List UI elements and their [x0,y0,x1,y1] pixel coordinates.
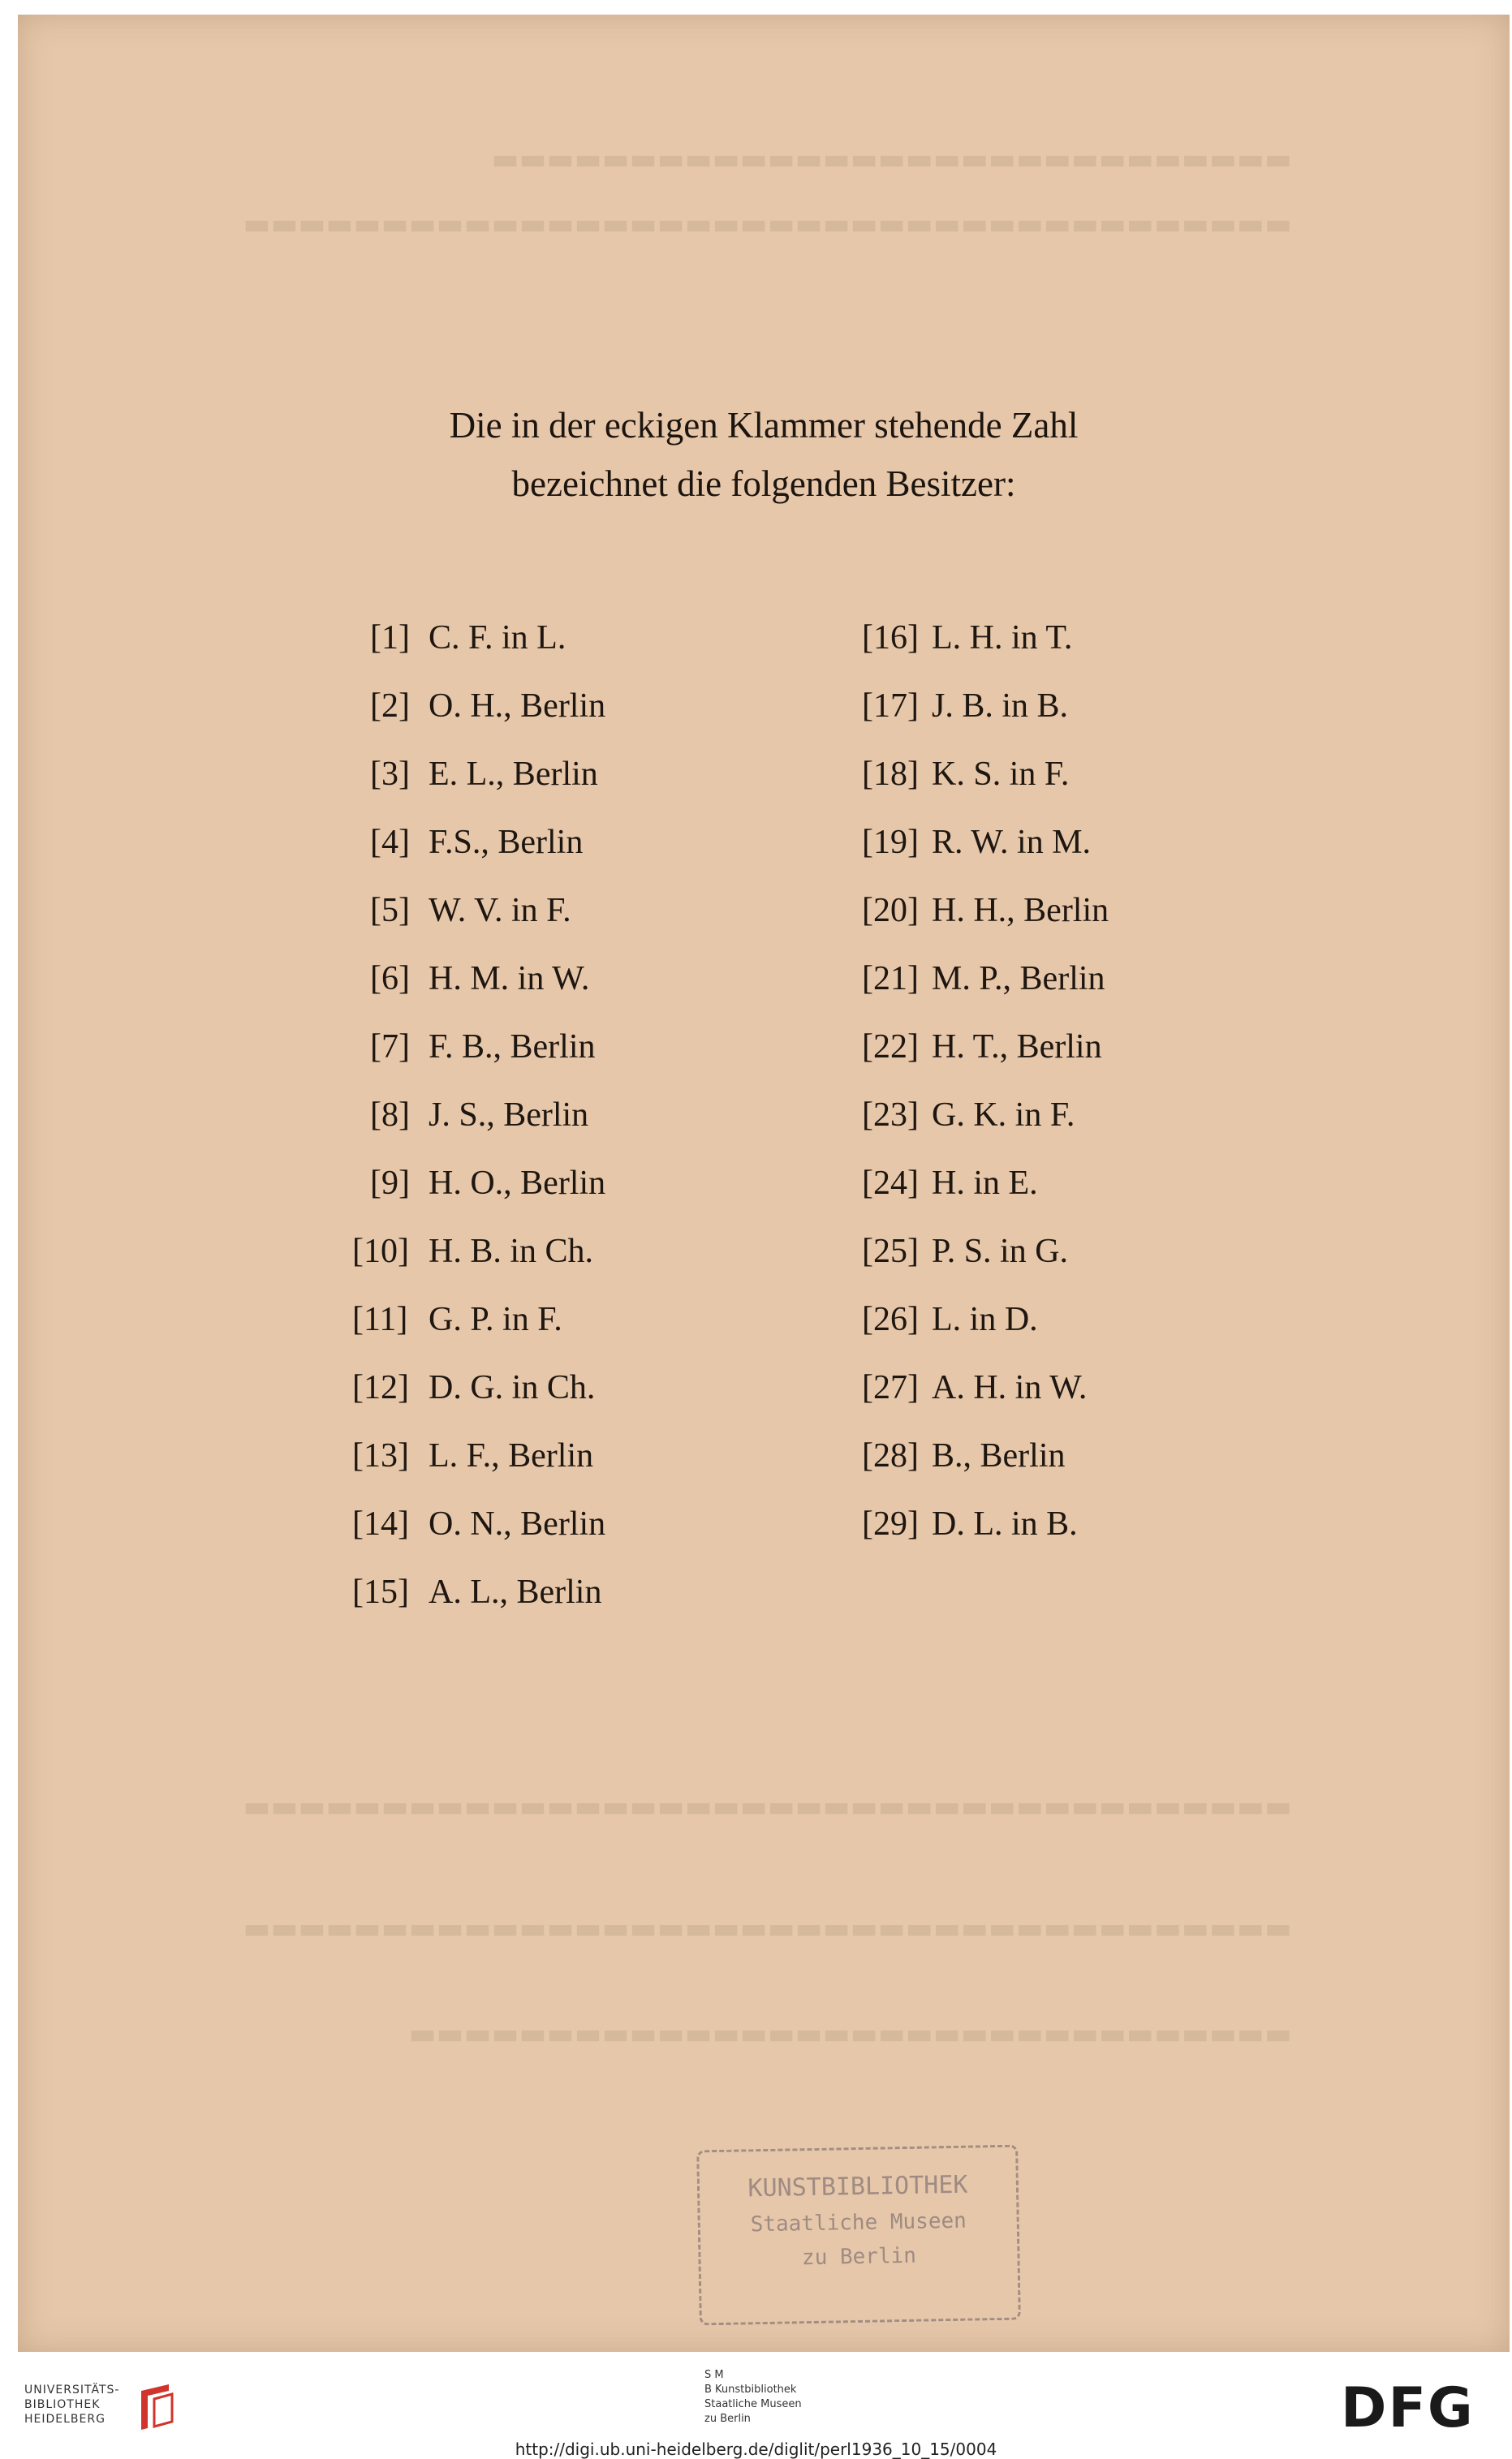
owner-name: W. V. in F. [429,892,571,929]
owner-name: L. F., Berlin [429,1437,594,1475]
owner-name: K. S. in F. [932,756,1070,793]
owner-name: E. L., Berlin [429,756,598,793]
owner-number: [28] [862,1437,919,1475]
owner-number: [20] [862,892,919,929]
owner-number: [27] [862,1369,919,1406]
library-line-3: HEIDELBERG [24,2413,106,2426]
owner-number: [22] [862,1028,919,1066]
owner-name: H. O., Berlin [429,1165,606,1202]
owner-number: [18] [862,756,919,793]
owner-name: R. W. in M. [932,824,1092,861]
owner-number: [26] [862,1301,919,1338]
institution-block [704,2368,802,2427]
owner-number: [12] [352,1369,409,1406]
heading-line-1: Die in der eckigen Klammer stehende Zahl [449,405,1079,446]
owner-number: [9] [370,1165,410,1202]
bleed-through-text: ▬▬▬▬▬▬▬▬▬▬▬▬▬▬▬▬▬▬▬▬▬▬▬▬▬▬▬▬▬ ▬▬▬▬▬▬▬▬▬▬▬▬▬▬▬▬▬▬▬▬▬▬▬▬▬▬▬▬▬▬▬▬▬▬▬▬▬▬ ▬▬▬▬▬▬▬▬▬▬▬▬▬▬▬▬▬▬▬▬▬▬▬▬▬▬▬▬▬▬▬▬▬▬▬▬▬▬ ▬▬▬▬▬▬▬▬▬▬▬▬▬▬▬▬▬▬▬▬▬▬▬▬▬▬▬▬▬▬▬▬▬▬▬▬▬▬ ▬▬▬▬▬▬▬▬▬▬▬▬▬▬▬▬▬▬▬▬▬▬▬▬▬▬▬▬▬▬▬▬ [243,143,1292,2051]
owner-number: [17] [862,687,919,725]
page-url-link[interactable]: http://digi.ub.uni-heidelberg.de/diglit/perl1936_10_15/0004 [515,2440,997,2459]
owner-number: [15] [352,1574,409,1611]
owner-name: G. P. in F. [429,1301,562,1338]
heading-line-2: bezeichnet die folgenden Besitzer: [511,463,1016,504]
owner-name: H. T., Berlin [932,1028,1102,1066]
owner-name: H. M. in W. [429,960,590,997]
owner-name: B., Berlin [932,1437,1066,1475]
owner-name: D. G. in Ch. [429,1369,596,1406]
owner-name: H. B. in Ch. [429,1233,594,1270]
owner-number: [19] [862,824,919,861]
owner-name: D. L. in B. [932,1505,1078,1543]
owner-number: [13] [352,1437,409,1475]
owner-number: [10] [352,1233,409,1270]
owner-name: L. H. in T. [932,619,1073,657]
owner-number: [23] [862,1096,919,1134]
stamp-line-2: Staatliche Museen [750,2208,967,2237]
owner-name: M. P., Berlin [932,960,1105,997]
owner-name: J. S., Berlin [429,1096,589,1134]
library-name [24,2383,119,2427]
stamp-line-1: KUNSTBIBLIOTHEK [747,2170,968,2203]
institution-line-3: zu Berlin [704,2413,751,2425]
library-line-2: BIBLIOTHEK [24,2398,101,2411]
owner-name: O. H., Berlin [429,687,606,725]
sm-code: S M [704,2369,724,2381]
owner-name: H. H., Berlin [932,892,1109,929]
heidelberg-library-logo-icon [136,2381,177,2433]
owner-number: [21] [862,960,919,997]
owner-name: A. L., Berlin [429,1574,602,1611]
dfg-logo: DFG [1341,2376,1475,2440]
owner-number: [6] [370,960,410,997]
stamp-line-3: zu Berlin [801,2243,917,2271]
owner-number: [11] [352,1301,408,1338]
institution-line-2: Staatliche Museen [704,2398,802,2410]
institution-line-1: B Kunstbibliothek [704,2384,797,2396]
scanned-page [18,15,1510,2352]
owner-number: [24] [862,1165,919,1202]
owner-number: [16] [862,619,919,657]
library-stamp [696,2145,1021,2326]
footer-bar [0,2352,1512,2459]
owner-name: G. K. in F. [932,1096,1075,1134]
owner-name: C. F. in L. [429,619,566,657]
owner-number: [8] [370,1096,410,1134]
owner-name: L. in D. [932,1301,1038,1338]
owner-list [18,15,1510,2352]
owner-number: [25] [862,1233,919,1270]
owner-number: [2] [370,687,410,725]
owner-number: [1] [370,619,410,657]
owner-name: F.S., Berlin [429,824,584,861]
owner-number: [29] [862,1505,919,1543]
owner-number: [3] [370,756,410,793]
library-line-1: UNIVERSITÄTS- [24,2384,120,2397]
owner-name: A. H. in W. [932,1369,1088,1406]
owner-name: P. S. in G. [932,1233,1069,1270]
owner-name: F. B., Berlin [429,1028,596,1066]
owner-name: H. in E. [932,1165,1038,1202]
owner-number: [4] [370,824,410,861]
owner-number: [5] [370,892,410,929]
owner-number: [14] [352,1505,409,1543]
owner-name: J. B. in B. [932,687,1069,725]
owner-name: O. N., Berlin [429,1505,606,1543]
owner-number: [7] [370,1028,410,1066]
